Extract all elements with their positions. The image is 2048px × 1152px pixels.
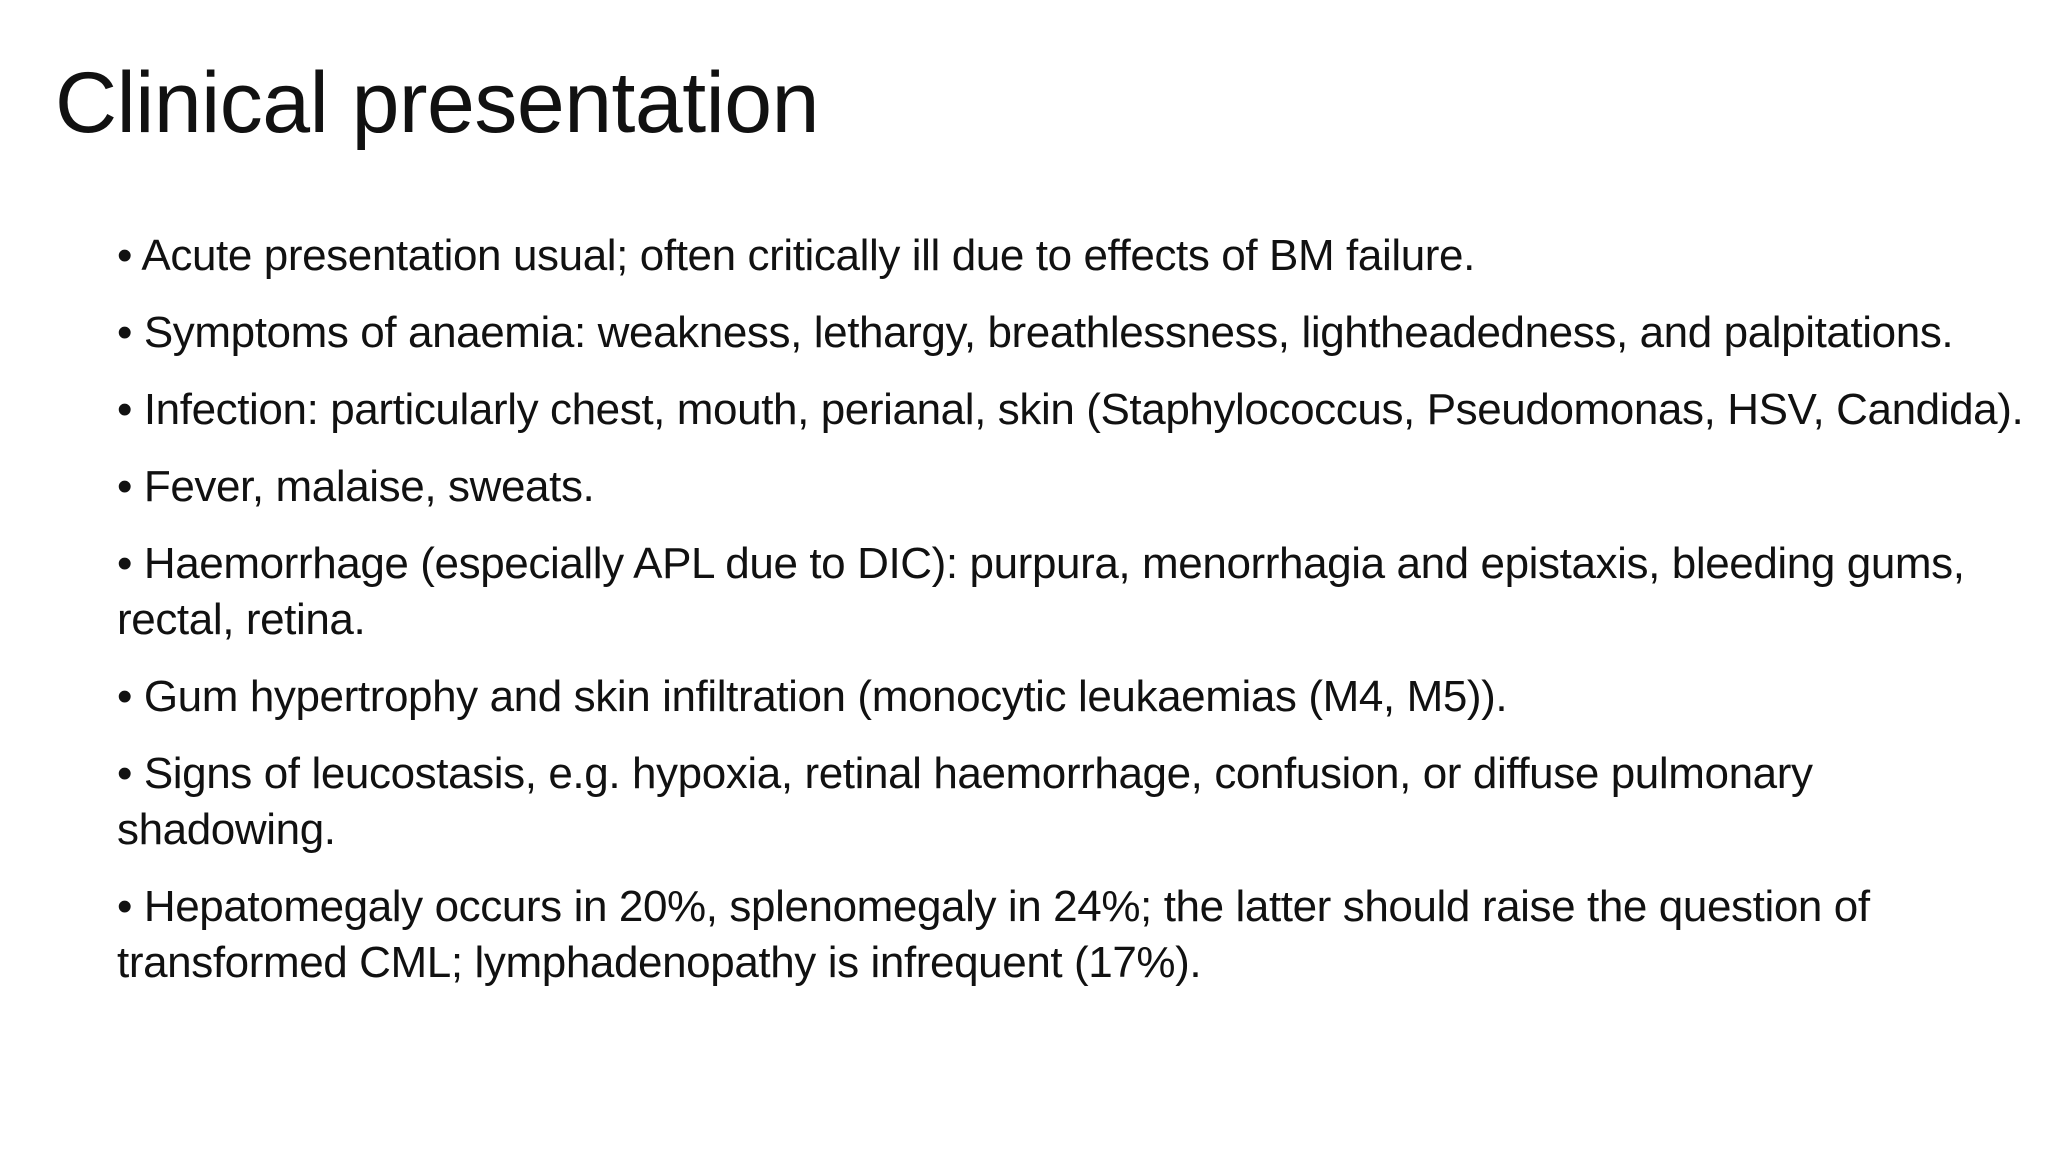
bullet-text: Hepatomegaly occurs in 20%, splenomegaly in 24%; the latter should raise the question of transformed CML; lymphadenopathy is infrequent (17%). bbox=[117, 882, 1870, 987]
bullet-item bbox=[117, 536, 2027, 648]
bullet-item bbox=[117, 228, 2027, 284]
bullet-dot: • bbox=[117, 462, 133, 511]
bullet-dot: • bbox=[117, 672, 133, 721]
bullet-item bbox=[117, 382, 2027, 438]
bullet-dot: • bbox=[117, 749, 133, 798]
bullet-text: Symptoms of anaemia: weakness, lethargy, breathlessness, lightheadedness, and palpitations. bbox=[143, 308, 1954, 357]
bullet-text: Signs of leucostasis, e.g. hypoxia, retinal haemorrhage, confusion, or diffuse pulmonary shadowing. bbox=[117, 749, 1813, 854]
bullet-item bbox=[117, 879, 2027, 991]
bullet-text: Fever, malaise, sweats. bbox=[143, 462, 595, 511]
bullet-item bbox=[117, 459, 2027, 515]
bullet-dot: • bbox=[117, 385, 133, 434]
slide-title: Clinical presentation bbox=[55, 55, 819, 151]
bullet-dot: • bbox=[117, 308, 133, 357]
bullet-list bbox=[117, 228, 2027, 1012]
bullet-dot: • bbox=[117, 539, 133, 588]
bullet-item bbox=[117, 669, 2027, 725]
bullet-text: Gum hypertrophy and skin infiltration (monocytic leukaemias (M4, M5)). bbox=[143, 672, 1508, 721]
bullet-item bbox=[117, 746, 2027, 858]
bullet-text: Infection: particularly chest, mouth, perianal, skin (Staphylococcus, Pseudomonas, HSV, Candida). bbox=[143, 385, 2024, 434]
bullet-item bbox=[117, 305, 2027, 361]
bullet-dot: • bbox=[117, 231, 133, 280]
bullet-text: Haemorrhage (especially APL due to DIC): purpura, menorrhagia and epistaxis, bleeding gums, rectal, retina. bbox=[117, 539, 1965, 644]
bullet-text: Acute presentation usual; often critically ill due to effects of BM failure. bbox=[141, 231, 1475, 280]
bullet-dot: • bbox=[117, 882, 133, 931]
